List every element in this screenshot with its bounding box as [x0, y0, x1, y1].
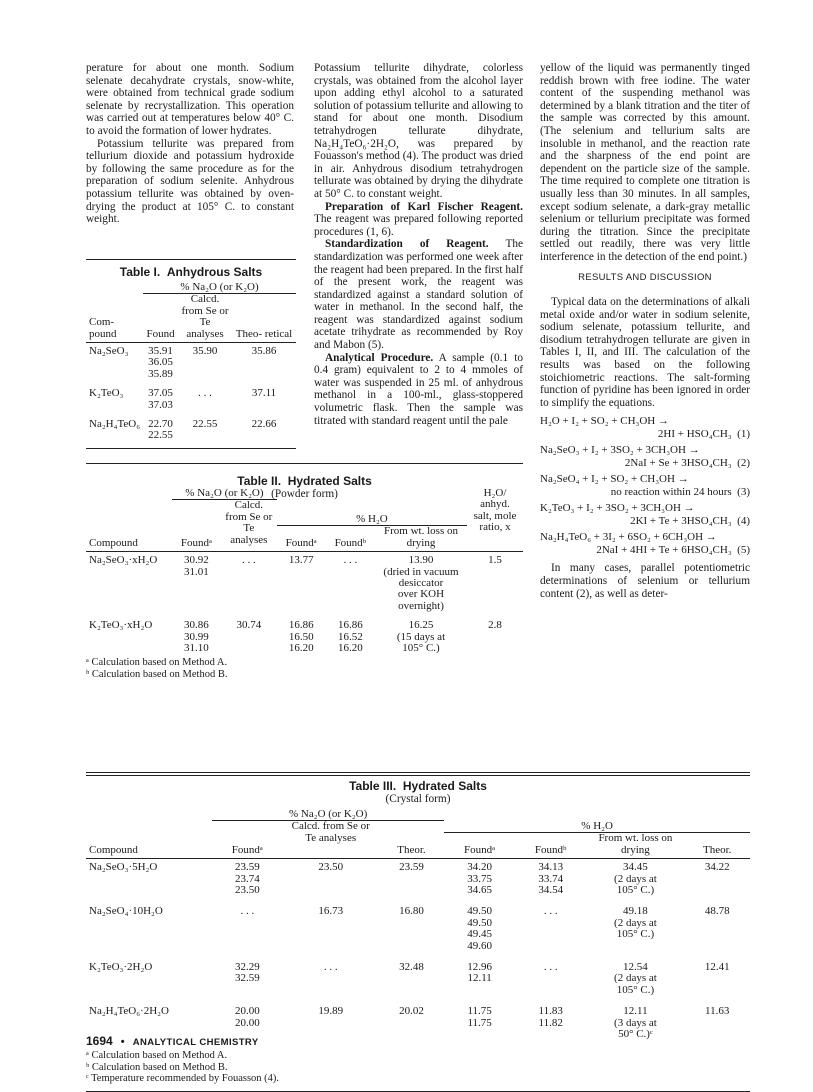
column-header: Foundᵃ: [285, 536, 317, 549]
column-3: [540, 62, 750, 600]
column-group-header: % Na₂O (or K₂O): [172, 488, 277, 500]
column-header: Theor.: [397, 843, 426, 856]
footnote: ᶜ Temperature recommended by Fouasson (4).: [86, 1073, 280, 1085]
table-row: Na₂SeO₄·10H₂O . . . 16.73 16.80 49.50 49.50 49.45 49.60 . . . 49.18 (2 days at 105° C.) 48.78: [89, 905, 730, 952]
table-subtitle: (Powder form): [271, 488, 338, 500]
table-2: [86, 474, 523, 680]
table-row: Na₂SeO₃·5H₂O 23.59 23.74 23.50 23.50 23.59 34.20 33.75 34.65 34.13 33.74 34.54 34.45 (2 days at 105° C.) 34.22: [89, 861, 730, 896]
column-header: Foundᵇ: [334, 536, 367, 549]
equations: [540, 415, 750, 556]
table-subtitle: (Crystal form): [385, 793, 451, 805]
table-top-rule: [86, 772, 750, 776]
table-row: K₂TeO₃·2H₂O 32.29 32.59 . . . 32.48 12.96 12.11 . . . 12.54 (2 days at 105° C.) 12.41: [89, 960, 730, 996]
equation: Na₂H₄TeO₆ + 3I₂ + 6SO₂ + 6CH₃OH → 2NaI + 4HI + Te + 6HSO₄CH₃ (5): [540, 531, 750, 556]
page-number: 1694: [86, 1034, 113, 1048]
equation: H₂O + I₂ + SO₂ + CH₃OH → 2HI + HSO₄CH₃ (1): [540, 415, 750, 440]
page-footer: [86, 1034, 259, 1048]
column-header: Compound: [89, 536, 138, 549]
paragraph: Typical data on the determinations of alkali metal oxide and/or water in sodium selenite, sodium selenate, potassium tellurite, and disodium tetrahydrogen tellurate are given in Tables I, II, and III. The calculation of the results was based on the following stoichiometric reactions. The salt-forming function of pyridine has been ignored in order to simplify the equations.: [540, 296, 750, 409]
table-title: Table I. Anhydrous Salts: [119, 265, 263, 279]
table-3-grid: [86, 809, 750, 1040]
table-1: [86, 265, 296, 449]
column-1: [86, 62, 294, 226]
paragraph: Standardization of Reagent. The standardization was performed one week after the reagent had been prepared. In the first half of the present work, the reagent was standardized against a standard solution of water in methanol. In the second half, the reagent was standardized against sodium acetate trihydrate as recommended by Roy and Mabon (5).: [314, 238, 524, 352]
column-header: From wt. loss on drying: [598, 832, 673, 856]
paragraph: Preparation of Karl Fischer Reagent. The reagent was prepared following reported procedures (1, 6).: [314, 200, 523, 238]
column-header: Foundᵃ: [231, 843, 263, 856]
column-header: H₂O/ anhyd. salt, mole ratio, x: [473, 487, 517, 534]
paragraph: Potassium tellurite dihydrate, colorless crystals, was obtained from the alcohol layer upon adding ethyl alcohol to a saturated solution of potassium tellurite and allowing to stand for about one month. Disodium tetrahydrogen tellurate dihydrate, Na₂H₄TeO₆·2H₂O, was prepared by Fouasson's method (4). The product was dried in air. Anhydrous disodium tetrahydrogen tellurate was obtained by drying the dihydrate at 50° C. to constant weight.: [314, 62, 523, 200]
column-header: Calcd. from Se or Te analyses: [225, 499, 273, 546]
journal-name: ANALYTICAL CHEMISTRY: [132, 1037, 259, 1048]
footnote: ᵃ Calculation based on Method A.: [86, 1050, 228, 1062]
column-header: Foundᵃ: [180, 536, 212, 549]
equation: Na₂SeO₃ + I₂ + 3SO₂ + 3CH₃OH → 2NaI + Se + 3HSO₄CH₃ (2): [540, 444, 750, 469]
footnote: ᵇ Calculation based on Method B.: [86, 668, 228, 680]
equation: K₂TeO₃ + I₂ + 3SO₂ + 3CH₃OH → 2KI + Te + 3HSO₄CH₃ (4): [540, 502, 750, 527]
paragraph: yellow of the liquid was permanently tinged reddish brown with free iodine. The water content of the suspending methanol was determined by a blank titration and the titer of the sample was corrected by this amount. (The selenium and tellurium salts are insoluble in methanol, and the reaction rate and the sharpness of the end point are dependent on the particle size of the sample. The time required to complete one titration is usually less than 30 minutes. In all samples, except sodium selenate, a dark-gray metallic selenium or tellurium precipitate was formed during the titration. Since the precipitate settled out readily, there was very little interference in the detection of the end point.): [540, 62, 750, 263]
column-header: Calcd. from Se or Te analyses: [291, 820, 370, 844]
table-footnotes: [86, 657, 523, 680]
column-header: Calcd. from Se or Te analyses: [181, 293, 229, 340]
footnote: ᵃ Calculation based on Method A.: [86, 657, 228, 669]
table-top-rule: [86, 259, 296, 260]
table-2-grid: [86, 488, 523, 654]
column-header: From wt. loss on drying: [384, 525, 458, 549]
paragraph: Potassium tellurite was prepared from tellurium dioxide and potassium hydroxide by following the same procedure as for the preparation of sodium selenite. Anhydrous potassium tellurite was obtained by oven-drying the product at 105° C. to constant weight.: [86, 137, 294, 226]
table-1-grid: [86, 282, 296, 442]
table-footnotes: [86, 1050, 750, 1085]
table-row: Na₂SeO₃ 35.91 36.05 35.89 35.90 35.86: [89, 345, 277, 380]
table-title: Table II. Hydrated Salts: [237, 474, 372, 488]
paragraph: In many cases, parallel potentiometric determinations of selenium or tellurium content (2), as well as deter-: [540, 562, 750, 600]
column-header: Theo- retical: [235, 327, 293, 340]
column-header: Foundᵇ: [534, 843, 567, 856]
bullet-icon: •: [120, 1036, 125, 1048]
column-header: Theor.: [703, 843, 732, 856]
column-header: Compound: [89, 843, 138, 856]
column-header: Com- pound: [89, 316, 117, 340]
table-row: K₂TeO₃ 37.05 37.03 . . . 37.11: [89, 387, 277, 411]
column-2: [314, 62, 523, 427]
paragraph: perature for about one month. Sodium selenate decahydrate crystals, snow-white, were obtained from technical grade sodium selenate by recrystallization. This operation was carried out at temperatures below 40° C. to avoid the formation of lower hydrates.: [86, 62, 294, 137]
column-group-header: % H₂O: [277, 500, 467, 526]
column-group-header: % H₂O: [444, 821, 750, 833]
table-row: Na₂H₄TeO₆ 22.70 22.55 22.55 22.66: [89, 418, 277, 442]
section-heading: RESULTS AND DISCUSSION: [578, 271, 712, 283]
table-top-rule: [86, 463, 523, 464]
equation: Na₂SeO₄ + I₂ + SO₂ + CH₃OH → no reaction within 24 hours (3): [540, 473, 750, 498]
column-group-header: % Na₂O (or K₂O): [212, 809, 444, 821]
table-row: Na₂H₄TeO₆·2H₂O 20.00 20.00 19.89 20.02 11.75 11.75 11.83 11.82 12.11 (3 days at 50° C.)ᶜ 11.63: [89, 1005, 730, 1040]
column-header: Found: [146, 327, 175, 340]
paragraph: Analytical Procedure. A sample (0.1 to 0.4 gram) equivalent to 2 to 4 mmoles of water was suspended in 25 ml. of anhydrous methanol in a 100-ml., glass-stoppered volumetric flask. Then the sample was titrated with standard reagent until the pale: [314, 351, 523, 427]
table-title: Table III. Hydrated Salts: [349, 779, 487, 793]
table-row: Na₂SeO₃·xH₂O 30.92 31.01 . . . 13.77 . . . 13.90 (dried in vacuum desiccator over KOH overnight) 1.5: [89, 554, 502, 612]
column-header: Foundᵃ: [464, 843, 496, 856]
footnote: ᵇ Calculation based on Method B.: [86, 1061, 228, 1073]
table-row: K₂TeO₃·xH₂O 30.86 30.99 31.10 30.74 16.86 16.50 16.20 16.86 16.52 16.20 16.25 (15 days at 105° C.) 2.8: [89, 619, 502, 654]
column-group-header: % Na₂O (or K₂O): [143, 282, 296, 294]
